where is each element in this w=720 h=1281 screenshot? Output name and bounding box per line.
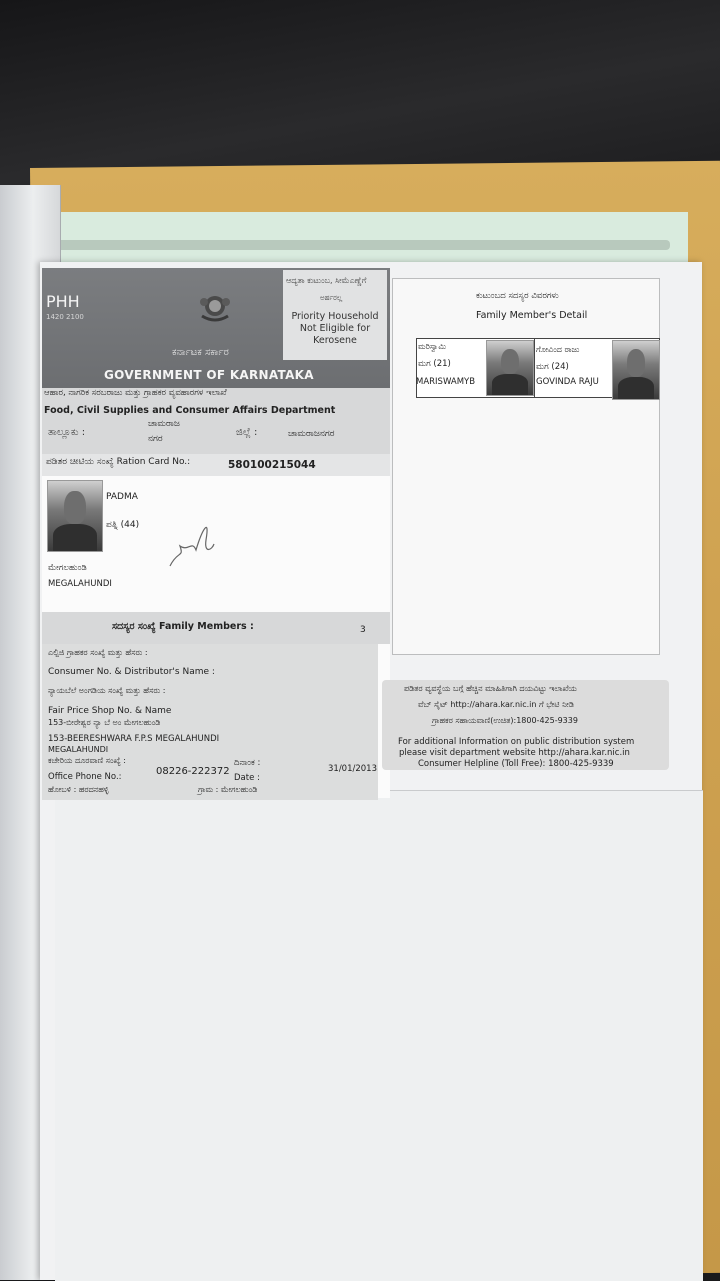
info-english-2: please visit department website http://ahara.kar.nic.in xyxy=(399,748,630,758)
head-relation-age: ಪತ್ನಿ (44) xyxy=(106,520,140,530)
karnataka-emblem-icon xyxy=(196,288,234,326)
phone-kannada: ಕಚೇರಿಯ ದೂರವಾಣಿ ಸಂಖ್ಯೆ : xyxy=(48,756,126,765)
taluk-value-1: ಚಾಮರಾಜ xyxy=(148,419,180,429)
village-kannada: ಮೇಗಲಹುಂಡಿ xyxy=(48,563,87,573)
info-kannada-2: ವೆಬ್ ಸೈಟ್ http://ahara.kar.nic.in ಗೆ ಭೇಟಿ ನೀಡಿ xyxy=(418,700,574,709)
member-1-relation: ಮಗ (21) xyxy=(418,359,451,369)
member-1-name: MARISWAMYB xyxy=(416,377,476,387)
district-value: ಚಾಮರಾಜನಗರ xyxy=(288,429,335,439)
priority-line-2: Not Eligible for xyxy=(299,323,371,334)
head-photo xyxy=(47,480,103,552)
ration-number: 580100215044 xyxy=(228,459,316,471)
family-members-count: 3 xyxy=(360,625,366,635)
priority-line-1: Priority Household xyxy=(291,311,379,322)
fps-value-2: MEGALAHUNDI xyxy=(48,745,109,754)
info-kannada-1: ಪಡಿತರ ವ್ಯವಸ್ಥೆಯ ಬಗ್ಗೆ ಹೆಚ್ಚಿನ ಮಾಹಿತಿಗಾಗಿ ದಯವಿಟ್ಟು ಇಲಾಖೆಯ xyxy=(404,684,577,693)
family-title: Family Member's Detail xyxy=(476,310,588,321)
dept-title: Food, Civil Supplies and Consumer Affairs Department xyxy=(44,405,336,416)
fps-label: Fair Price Shop No. & Name xyxy=(48,706,172,716)
info-english-1: For additional Information on public distribution system xyxy=(398,737,635,747)
grama-kannada: ಗ್ರಾಮ : ಮೇಗಲಹುಂಡಿ xyxy=(198,785,258,794)
priority-kannada: ಆದ್ಯತಾ ಕುಟುಂಬ, ಸೀಮೆಎಣ್ಣೆಗೆ xyxy=(286,276,367,285)
member-2-relation: ಮಗ (24) xyxy=(536,362,569,372)
member-photo-1 xyxy=(486,340,534,396)
member-2-name-kannada: ಗೋವಿಂದ ರಾಜು xyxy=(536,345,580,354)
card-type-code: PHH xyxy=(46,292,80,311)
blank-lower-page xyxy=(55,790,703,1281)
consumer-label: Consumer No. & Distributor's Name : xyxy=(48,667,215,677)
date-label: Date : xyxy=(234,773,260,783)
fps-value-1: 153-BEERESHWARA F.P.S MEGALAHUNDI xyxy=(48,734,220,744)
dept-kannada: ಆಹಾರ, ನಾಗರಿಕ ಸರಬರಾಜು ಮತ್ತು ಗ್ರಾಹಕರ ವ್ಯವಹಾರಗಳ ಇಲಾಖೆ xyxy=(44,388,227,398)
member-1-name-kannada: ಮರಿಸ್ವಾಮಿ xyxy=(418,342,446,351)
family-detail-card xyxy=(392,278,660,655)
fps-value-kannada: 153-ಬೀರೇಶ್ವರ ನ್ಯಾ ಬೆ ಅಂ ಮೇಗಲಹುಂಡಿ xyxy=(48,718,161,727)
member-photo-2 xyxy=(612,340,660,400)
family-members-label: ಸದಸ್ಯರ ಸಂಖ್ಯೆ Family Members : xyxy=(112,621,254,632)
govt-kannada: ಕರ್ನಾಟಕ ಸರ್ಕಾರ xyxy=(172,347,229,358)
district-label: ಜಿಲ್ಲೆ : xyxy=(236,427,258,438)
member-2-name: GOVINDA RAJU xyxy=(536,377,599,387)
family-title-kannada: ಕುಟುಂಬದ ಸದಸ್ಯರ ವಿವರಗಳು xyxy=(476,291,559,301)
govt-title: GOVERNMENT OF KARNATAKA xyxy=(104,368,314,382)
date-kannada: ದಿನಾಂಕ : xyxy=(234,758,261,768)
village-name: MEGALAHUNDI xyxy=(48,579,112,589)
priority-line-3: Kerosene xyxy=(313,335,357,346)
head-name: PADMA xyxy=(106,492,138,502)
underlying-print-strip xyxy=(40,240,670,250)
ration-label: ಪಡಿತರ ಚೀಟಿಯ ಸಂಖ್ಯೆ Ration Card No.: xyxy=(46,457,191,467)
taluk-value-2: ನಗರ xyxy=(148,434,163,444)
signature-scribble xyxy=(166,510,218,574)
card-type-subcode: 1420 2100 xyxy=(46,313,84,321)
phone-label: Office Phone No.: xyxy=(48,772,122,782)
taluk-label: ತಾಲ್ಲೂಕು : xyxy=(48,427,86,438)
hobli-kannada: ಹೋಬಳಿ : ಹರದನಹಳ್ಳಿ xyxy=(48,785,109,794)
consumer-kannada: ಎಲ್ಪಿಜಿ ಗ್ರಾಹಕರ ಸಂಖ್ಯೆ ಮತ್ತು ಹೆಸರು : xyxy=(48,648,148,657)
priority-kannada-2: ಅರ್ಹರಲ್ಲ xyxy=(320,294,343,302)
info-kannada-3: ಗ್ರಾಹಕರ ಸಹಾಯವಾಣಿ(ಉಚಿತ):1800-425-9339 xyxy=(432,716,578,725)
date-value: 31/01/2013 xyxy=(328,764,377,774)
info-english-3: Consumer Helpline (Toll Free): 1800-425-9339 xyxy=(418,759,614,769)
fps-kannada: ನ್ಯಾಯಬೆಲೆ ಅಂಗಡಿಯ ಸಂಖ್ಯೆ ಮತ್ತು ಹೆಸರು : xyxy=(48,686,166,695)
phone-value: 08226-222372 xyxy=(156,766,230,777)
